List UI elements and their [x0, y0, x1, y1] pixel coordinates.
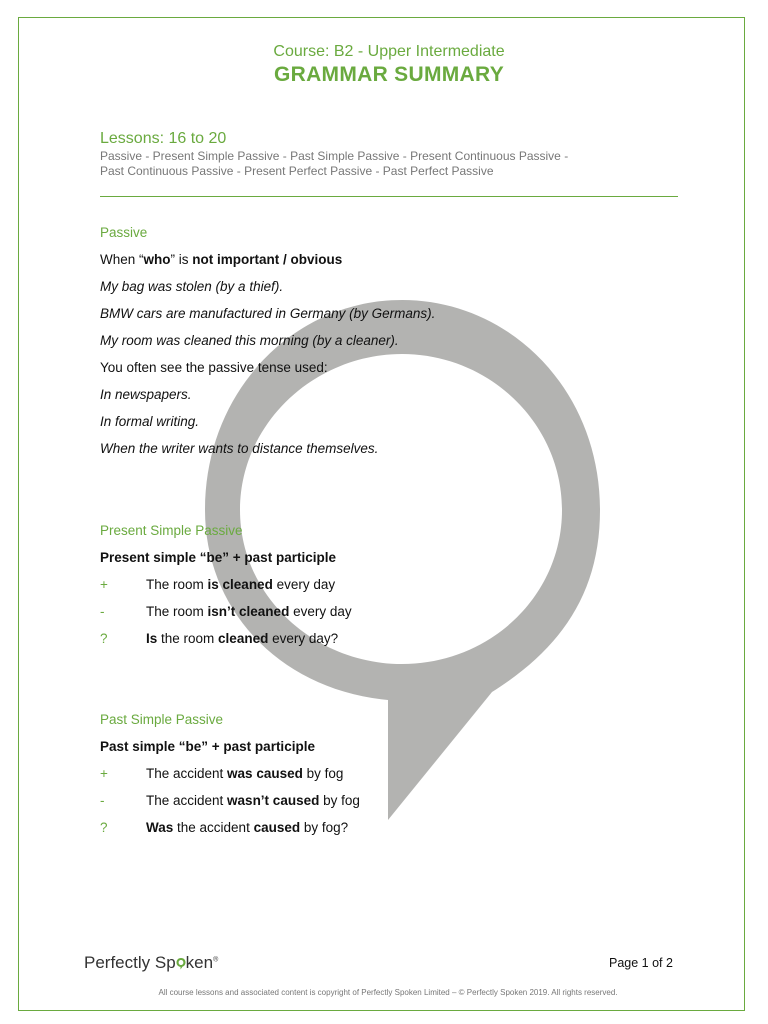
bold-span: is cleaned	[207, 577, 273, 592]
usage-example: In formal writing.	[100, 414, 200, 429]
speech-bubble-o-icon	[176, 957, 186, 970]
bold-span: who	[143, 252, 171, 267]
positive-row	[100, 571, 336, 598]
text-span: The room	[146, 604, 208, 619]
bold-span: Past simple “be” + past participle	[100, 739, 315, 754]
question-row	[100, 625, 339, 652]
topics-line-2: Past Continuous Passive - Present Perfect Passive - Past Perfect Passive	[100, 164, 494, 178]
divider	[100, 196, 678, 197]
question-row	[100, 814, 349, 841]
logo-text: Perfectly Sp	[84, 953, 176, 972]
text-span: The room	[146, 577, 208, 592]
text-span: every day	[289, 604, 352, 619]
registered-mark: ®	[213, 956, 219, 964]
bold-span: cleaned	[218, 631, 269, 646]
lessons-block	[100, 130, 680, 179]
page-number: Page 1 of 2	[609, 956, 673, 970]
text-span: When “	[100, 252, 144, 267]
plus-symbol: +	[100, 766, 108, 781]
minus-symbol: -	[100, 793, 105, 808]
section-title: Past Simple Passive	[100, 712, 224, 727]
text-span: by fog?	[300, 820, 349, 835]
bold-span: Was	[146, 820, 174, 835]
text-span: The accident	[146, 766, 228, 781]
question-symbol: ?	[100, 820, 108, 835]
negative-row	[100, 787, 360, 814]
text-span: every day	[272, 577, 336, 592]
text-span: every day?	[268, 631, 339, 646]
text-span: the accident	[173, 820, 254, 835]
text-span: the room	[157, 631, 219, 646]
copyright-notice: All course lessons and associated content is copyright of Perfectly Spoken Limited – © Perfectly Spoken 2019. All rights reserved.	[158, 988, 618, 997]
rule-line	[100, 246, 435, 273]
minus-symbol: -	[100, 604, 105, 619]
row-text	[146, 598, 352, 625]
bold-span: isn’t cleaned	[207, 604, 290, 619]
formula-line	[100, 544, 336, 571]
bold-span: caused	[253, 820, 301, 835]
usage-example: In newspapers.	[100, 387, 192, 402]
bold-span: Is	[146, 631, 158, 646]
example-line: My room was cleaned this morning (by a cleaner).	[100, 333, 399, 348]
section-title: Passive	[100, 225, 148, 240]
lessons-topics	[100, 149, 680, 179]
plus-symbol: +	[100, 577, 108, 592]
bold-span: not important / obvious	[192, 252, 343, 267]
text-span: ” is	[170, 252, 193, 267]
example-line: My bag was stolen (by a thief).	[100, 279, 284, 294]
row-text	[146, 787, 360, 814]
usage-line: You often see the passive tense used:	[100, 360, 328, 375]
header	[0, 43, 768, 87]
row-text	[146, 571, 335, 598]
positive-row	[100, 760, 344, 787]
usage-example: When the writer wants to distance themselves.	[100, 441, 379, 456]
bold-span: was caused	[227, 766, 303, 781]
text-span: by fog	[319, 793, 360, 808]
section-present-simple-passive	[100, 517, 352, 652]
text-span: by fog	[302, 766, 344, 781]
example-line: BMW cars are manufactured in Germany (by Germans).	[100, 306, 436, 321]
text-span: The accident	[146, 793, 228, 808]
brand-logo	[84, 953, 218, 973]
document-title: GRAMMAR SUMMARY	[273, 63, 505, 86]
lessons-title: Lessons: 16 to 20	[100, 130, 227, 147]
logo-text: ken	[185, 953, 214, 972]
section-past-simple-passive	[100, 706, 360, 841]
bold-span: wasn’t caused	[227, 793, 320, 808]
bold-span: Present simple “be” + past participle	[100, 550, 336, 565]
topics-line-1: Passive - Present Simple Passive - Past Simple Passive - Present Continuous Passive -	[100, 149, 569, 163]
row-text	[146, 625, 338, 652]
row-text	[146, 814, 348, 841]
section-title: Present Simple Passive	[100, 523, 243, 538]
formula-line	[100, 733, 315, 760]
row-text	[146, 760, 343, 787]
question-symbol: ?	[100, 631, 108, 646]
section-passive	[100, 219, 435, 462]
negative-row	[100, 598, 352, 625]
course-title: Course: B2 - Upper Intermediate	[273, 43, 505, 60]
